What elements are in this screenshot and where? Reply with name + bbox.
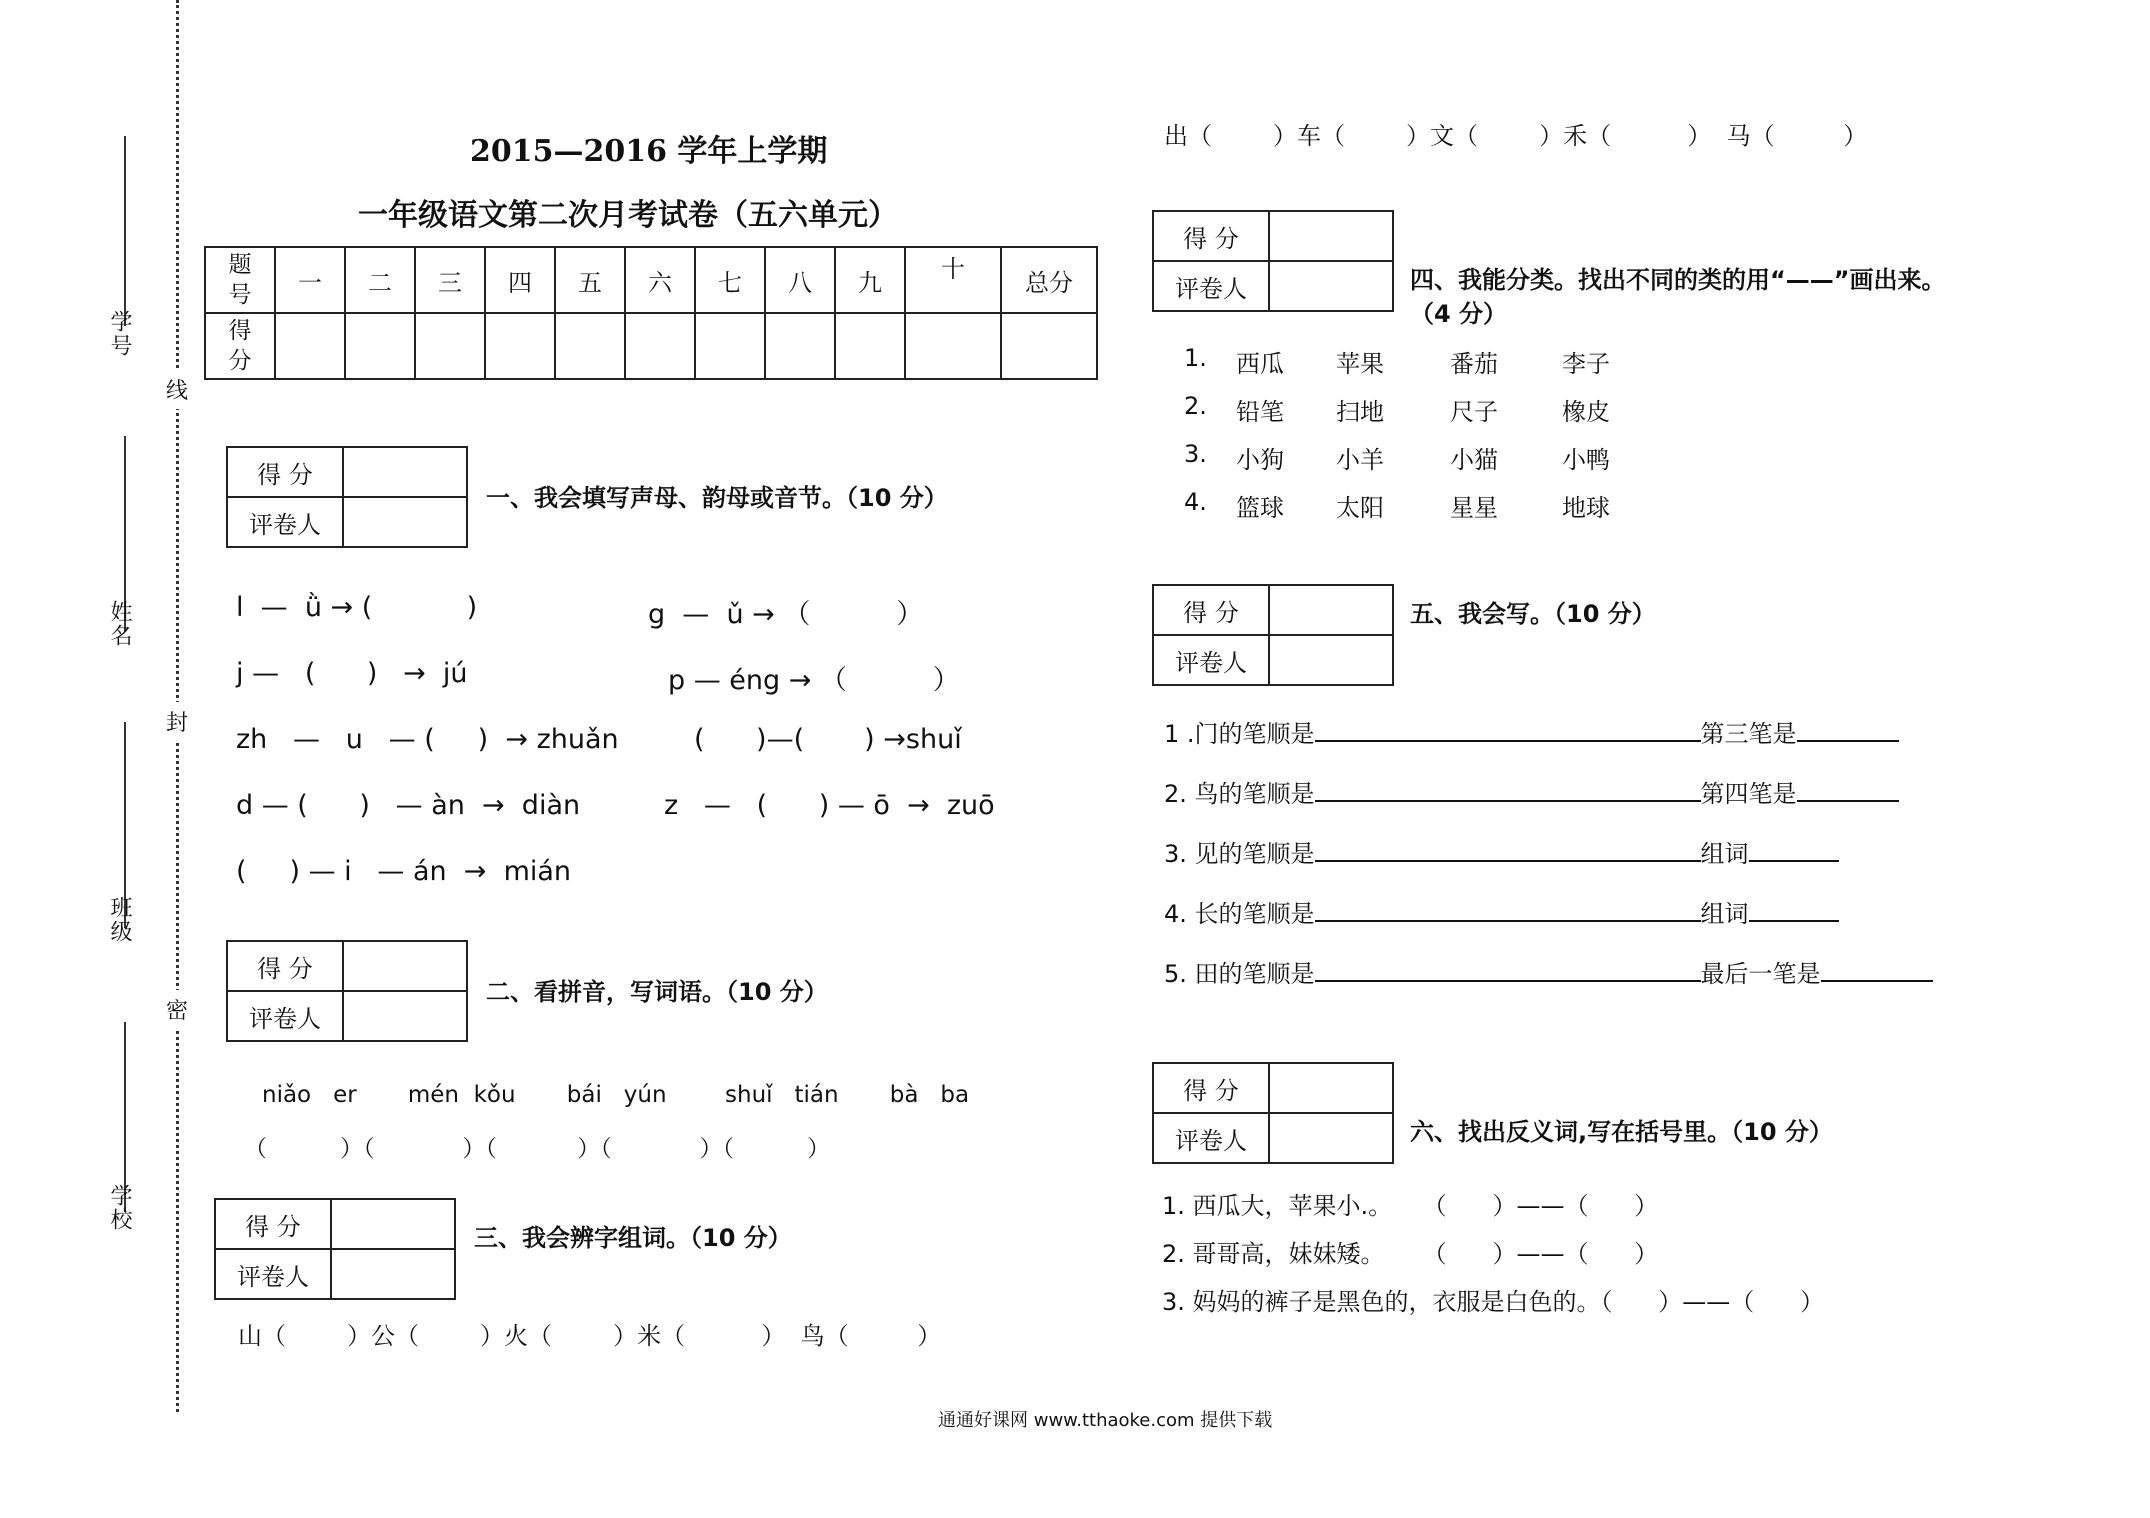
- s5-tail-label: 最后一笔是: [1700, 960, 1821, 988]
- s5-stroke-blank[interactable]: [1315, 778, 1701, 802]
- score-cell[interactable]: [765, 313, 835, 379]
- grader-label: 评卷人: [1153, 635, 1269, 685]
- col-7: 七: [695, 247, 765, 313]
- seal-char-seal: 封: [166, 702, 188, 741]
- col-8: 八: [765, 247, 835, 313]
- score-row-label: 得 分: [228, 318, 252, 374]
- s2-brackets: （ ）（ ）（ ）（ ）（ ）: [244, 1136, 831, 1162]
- s4-row-number: 1.: [1184, 344, 1207, 372]
- score-cell[interactable]: [695, 313, 765, 379]
- s5-tail-label: 第三笔是: [1700, 720, 1797, 748]
- col-3: 三: [415, 247, 485, 313]
- grader-box-1: [226, 446, 468, 548]
- s5-stroke-blank[interactable]: [1315, 838, 1701, 862]
- score-label: 得 分: [227, 447, 343, 497]
- score-cell[interactable]: [275, 313, 345, 379]
- score-blank[interactable]: [343, 941, 467, 991]
- s1-line4-a: d — ( ) — àn → diàn: [236, 790, 581, 821]
- s6-row3: 3. 妈妈的裤子是黑色的，衣服是白色的。（ ）——（ ）: [1162, 1288, 1825, 1316]
- grader-label: 评卷人: [227, 497, 343, 547]
- s4-word: 小羊: [1336, 446, 1384, 474]
- s3-line2: 出（ ）车（ ）文（ ）禾（ ） 马（ ）: [1164, 122, 1868, 150]
- score-table: [204, 246, 1098, 380]
- s4-word: 橡皮: [1562, 398, 1610, 426]
- score-cell[interactable]: [1001, 313, 1097, 379]
- s1-line3-b: ( )—( ) →shuǐ: [694, 724, 962, 755]
- s1-line5-a: ( ) — i — án → mián: [236, 856, 572, 887]
- seal-char-secret: 密: [166, 990, 188, 1029]
- s5-question: 4. 长的笔顺是: [1164, 900, 1315, 928]
- score-label: 得 分: [1153, 585, 1269, 635]
- score-cell[interactable]: [485, 313, 555, 379]
- section4-title: 四、我能分类。找出不同的类的用“——”画出来。: [1410, 266, 1946, 294]
- section5-title: 五、我会写。（10 分）: [1410, 600, 1656, 628]
- grader-blank[interactable]: [343, 991, 467, 1041]
- question-number-label: 题 号: [228, 252, 252, 308]
- col-4: 四: [485, 247, 555, 313]
- s5-answer-blank[interactable]: [1749, 838, 1839, 862]
- s4-word: 小狗: [1236, 446, 1284, 474]
- grader-box-6: [1152, 1062, 1394, 1164]
- grader-blank[interactable]: [1269, 1113, 1393, 1163]
- s4-word: 小猫: [1450, 446, 1498, 474]
- s5-row: [1164, 714, 1899, 749]
- grader-label: 评卷人: [227, 991, 343, 1041]
- s4-word: 小鸭: [1562, 446, 1610, 474]
- score-label: 得 分: [1153, 1063, 1269, 1113]
- score-cell[interactable]: [905, 313, 1001, 379]
- s1-line1-b: g — ǔ → （ ）: [648, 599, 924, 630]
- score-cell[interactable]: [835, 313, 905, 379]
- s4-row-number: 3.: [1184, 440, 1207, 468]
- s4-word: 扫地: [1336, 398, 1384, 426]
- s1-line2-a: j — ( ) → jú: [236, 658, 468, 689]
- col-5: 五: [555, 247, 625, 313]
- s5-tail-label: 组词: [1700, 900, 1749, 928]
- section1-title: 一、我会填写声母、韵母或音节。（10 分）: [486, 484, 948, 512]
- student-id-line: [124, 136, 126, 326]
- s4-word: 李子: [1562, 350, 1610, 378]
- grader-label: 评卷人: [1153, 261, 1269, 311]
- col-2: 二: [345, 247, 415, 313]
- s4-word: 地球: [1562, 494, 1610, 522]
- s4-word: 篮球: [1236, 494, 1284, 522]
- s6-row2: 2. 哥哥高，妹妹矮。 （ ）——（ ）: [1162, 1240, 1659, 1268]
- s4-word: 西瓜: [1236, 350, 1284, 378]
- s1-line1-a: l — ǜ → ( ): [236, 592, 478, 623]
- grader-blank[interactable]: [1269, 635, 1393, 685]
- s3-line1: 山（ ）公（ ）火（ ）米（ ） 鸟（ ）: [238, 1322, 942, 1350]
- s5-answer-blank[interactable]: [1797, 718, 1899, 742]
- s5-question: 5. 田的笔顺是: [1164, 960, 1315, 988]
- question-number-header: [205, 247, 275, 313]
- s5-stroke-blank[interactable]: [1315, 718, 1701, 742]
- section2-title: 二、看拼音，写词语。（10 分）: [486, 978, 828, 1006]
- s5-question: 3. 见的笔顺是: [1164, 840, 1315, 868]
- class-label: 班级: [107, 896, 132, 944]
- score-blank[interactable]: [331, 1199, 455, 1249]
- s5-answer-blank[interactable]: [1797, 778, 1899, 802]
- school-label: 学校: [107, 1184, 132, 1232]
- s4-word: 苹果: [1336, 350, 1384, 378]
- s5-tail-label: 组词: [1700, 840, 1749, 868]
- col-1: 一: [275, 247, 345, 313]
- grader-blank[interactable]: [343, 497, 467, 547]
- score-label: 得 分: [227, 941, 343, 991]
- grader-label: 评卷人: [215, 1249, 331, 1299]
- s5-row: [1164, 894, 1839, 929]
- section4-points: （4 分）: [1410, 300, 1508, 328]
- score-blank[interactable]: [343, 447, 467, 497]
- exam-subtitle: 一年级语文第二次月考试卷（五六单元）: [358, 198, 898, 233]
- s5-row: [1164, 954, 1933, 989]
- grader-box-2: [226, 940, 468, 1042]
- name-label: 姓名: [107, 600, 132, 648]
- score-blank[interactable]: [1269, 211, 1393, 261]
- s4-row-number: 4.: [1184, 488, 1207, 516]
- grader-box-3: [214, 1198, 456, 1300]
- score-blank[interactable]: [1269, 1063, 1393, 1113]
- s6-row1: 1. 西瓜大，苹果小.。 （ ）——（ ）: [1162, 1192, 1659, 1220]
- section6-title: 六、找出反义词,写在括号里。（10 分）: [1410, 1118, 1833, 1146]
- student-id-label: 学号: [107, 310, 132, 358]
- s5-row: [1164, 774, 1899, 809]
- s1-line2-b: p — éng → （ ）: [668, 665, 960, 696]
- score-label: 得 分: [1153, 211, 1269, 261]
- grader-box-4: [1152, 210, 1394, 312]
- s5-tail-label: 第四笔是: [1700, 780, 1797, 808]
- score-row-header: [205, 313, 275, 379]
- grader-blank[interactable]: [1269, 261, 1393, 311]
- s5-answer-blank[interactable]: [1749, 898, 1839, 922]
- col-9: 九: [835, 247, 905, 313]
- seal-char-line: 线: [166, 370, 188, 409]
- s4-word: 太阳: [1336, 494, 1384, 522]
- s1-line4-b: z — ( ) — ō → zuō: [664, 790, 995, 821]
- grader-label: 评卷人: [1153, 1113, 1269, 1163]
- s4-word: 铅笔: [1236, 398, 1284, 426]
- s4-word: 番茄: [1450, 350, 1498, 378]
- score-cell[interactable]: [415, 313, 485, 379]
- s1-line3-a: zh — u — ( ) → zhuǎn: [236, 724, 619, 755]
- s4-row-number: 2.: [1184, 392, 1207, 420]
- col-6: 六: [625, 247, 695, 313]
- s5-stroke-blank[interactable]: [1315, 958, 1701, 982]
- col-total: 总分: [1001, 247, 1097, 313]
- s5-answer-blank[interactable]: [1821, 958, 1933, 982]
- grader-box-5: [1152, 584, 1394, 686]
- score-cell[interactable]: [625, 313, 695, 379]
- footer-credit: 通通好课网 www.tthaoke.com 提供下载: [938, 1410, 1273, 1431]
- s2-pinyin: niǎo er mén kǒu bái yún shuǐ tián bà ba: [262, 1082, 970, 1108]
- s5-question: 1 .门的笔顺是: [1164, 720, 1315, 748]
- s4-word: 尺子: [1450, 398, 1498, 426]
- score-label: 得 分: [215, 1199, 331, 1249]
- s5-row: [1164, 834, 1839, 869]
- score-cell[interactable]: [555, 313, 625, 379]
- section3-title: 三、我会辨字组词。（10 分）: [474, 1224, 792, 1252]
- score-blank[interactable]: [1269, 585, 1393, 635]
- s5-stroke-blank[interactable]: [1315, 898, 1701, 922]
- grader-blank[interactable]: [331, 1249, 455, 1299]
- col-10: 十: [905, 247, 1001, 313]
- exam-title: 2015—2016 学年上学期: [470, 134, 828, 169]
- s5-question: 2. 鸟的笔顺是: [1164, 780, 1315, 808]
- s4-word: 星星: [1450, 494, 1498, 522]
- score-cell[interactable]: [345, 313, 415, 379]
